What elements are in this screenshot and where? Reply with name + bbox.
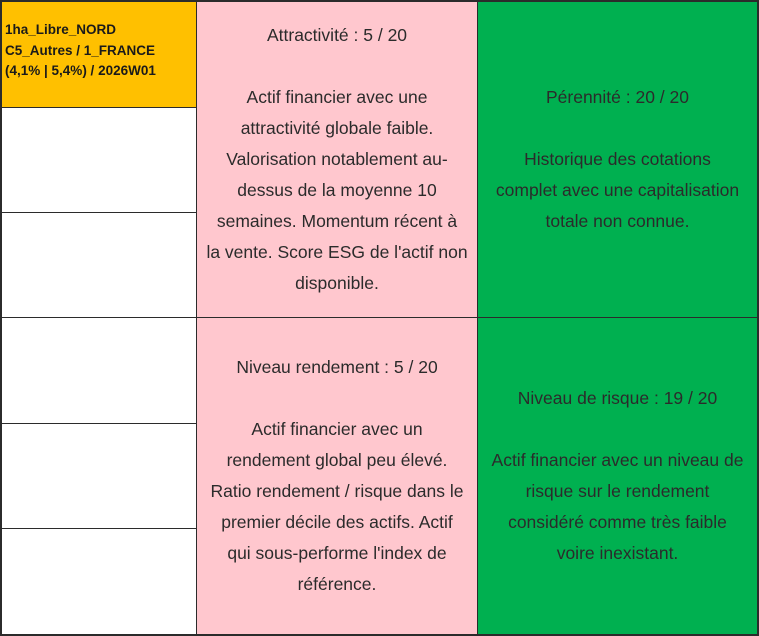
empty-cell-1 [1,107,197,213]
risque-score: Niveau de risque : 19 / 20 [517,388,718,408]
perennite-line-1: Historique des cotations [524,149,711,169]
risque-line-1: Actif financier avec un niveau de [491,450,744,470]
attractivite-line-1: Actif financier avec une [246,87,428,107]
risque-line-3: considéré comme très faible [508,512,727,532]
rendement-line-2: rendement global peu élevé. [226,450,448,470]
asset-rates-period: (4,1% | 5,4%) / 2026W01 [5,63,156,78]
attractivite-line-7: disponible. [295,273,379,293]
attractivite-line-5: semaines. Momentum récent à [216,211,458,231]
rendement-score: Niveau rendement : 5 / 20 [236,357,438,377]
empty-cell-3 [1,317,197,424]
rendement-line-6: référence. [297,574,377,594]
attractivite-line-6: la vente. Score ESG de l'actif non [206,242,468,262]
perennite-cell [477,1,758,318]
attractivite-score: Attractivité : 5 / 20 [266,25,408,45]
attractivite-cell [196,1,478,318]
asset-category: C5_Autres / 1_FRANCE [5,42,156,58]
asset-name: 1ha_Libre_NORD [5,22,117,37]
attractivite-line-4: dessus de la moyenne 10 [237,180,437,200]
rendement-line-1: Actif financier avec un [251,419,423,439]
empty-cell-5 [1,528,197,635]
attractivite-line-2: attractivité globale faible. [240,118,434,138]
risque-line-4: voire inexistant. [556,543,679,563]
rendement-line-5: qui sous-performe l'index de [227,543,447,563]
rendement-line-4: premier décile des actifs. Actif [221,512,453,532]
asset-header-cell [1,1,197,108]
risque-cell [477,317,758,635]
empty-cell-2 [1,212,197,318]
perennite-line-3: totale non connue. [545,211,690,231]
attractivite-line-3: Valorisation notablement au- [226,149,448,169]
empty-cell-4 [1,423,197,529]
perennite-score: Pérennité : 20 / 20 [545,87,690,107]
perennite-line-2: complet avec une capitalisation [495,180,740,200]
risque-line-2: risque sur le rendement [525,481,710,501]
rendement-line-3: Ratio rendement / risque dans le [210,481,464,501]
rendement-cell [196,317,478,635]
